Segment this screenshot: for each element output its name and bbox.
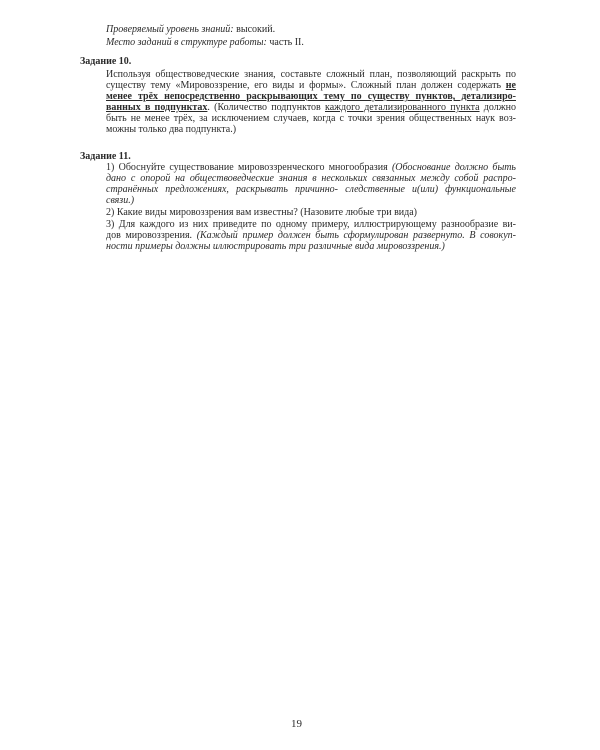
task11-q1-line-2: дано с опорой на обществоведческие знания в нескольких связанных между собой распро- [106,173,516,184]
knowledge-level-line [106,24,275,35]
task10-title: Задание 10. [80,56,132,67]
task11-q3-line-1: 3) Для каждого из них приведите по одному примеру, иллюстрирующему разнообразие ви- [106,219,516,230]
task11-q3-line-3: ности примеры должны иллюстрировать три различные вида мировоззрения.) [106,241,445,252]
task10-line-4-end: должно [479,102,516,113]
task10-line-4-emphasis: ванных в подпунктах [106,102,208,113]
task11-q1-text: 1) Обоснуйте существование мировоззренческого многообразия [106,162,392,173]
task10-line-2-emphasis: не [505,80,516,91]
task11-q3-line-2 [106,230,516,241]
task-place-label: Место заданий в структуре работы: [106,37,267,48]
task11-q2: 2) Какие виды мировоззрения вам известны? (Назовите любые три вида) [106,207,418,218]
task10-line-2-text: существу тему «Мировоззрение, его виды и формы». Сложный план должен содержать [106,80,506,91]
task10-line-1: Используя обществоведческие знания, составьте сложный план, позволяющий раскрыть по [106,69,516,80]
task10-line-4-underlined: каждого детализированного пункта [325,102,480,113]
task10-line-3: менее трёх непосредственно раскрывающих тему по существу пунктов, детализиро- [106,91,516,102]
task11-q1-line-3: странённых предложениях, раскрывать причинно- следственные и(или) функциональные [106,184,516,195]
knowledge-level-value: высокий. [233,24,276,35]
task11-q3-note: (Каждый пример должен быть сформулирован развернуто. В совокуп- [196,230,517,241]
task-place-line [106,37,304,48]
knowledge-level-label: Проверяемый уровень знаний: [106,24,234,35]
task10-line-5: быть не менее трёх, за исключением случаев, когда с точки зрения общественных наук воз- [106,113,516,124]
task11-title: Задание 11. [80,151,131,162]
task11-q1-note: (Обоснование должно быть [391,162,516,173]
task-place-value: часть II. [266,37,304,48]
task10-line-4-text: . (Количество подпунктов [207,102,325,113]
task11-q1-line-1 [106,162,516,173]
task10-line-6: можны только два подпункта.) [106,124,237,135]
task10-line-4 [106,102,516,113]
task10-line-2 [106,80,516,91]
task11-q1-line-4: связи.) [106,195,135,206]
page-number: 19 [291,718,302,730]
task11-q3-text: дов мировоззрения. [106,230,197,241]
